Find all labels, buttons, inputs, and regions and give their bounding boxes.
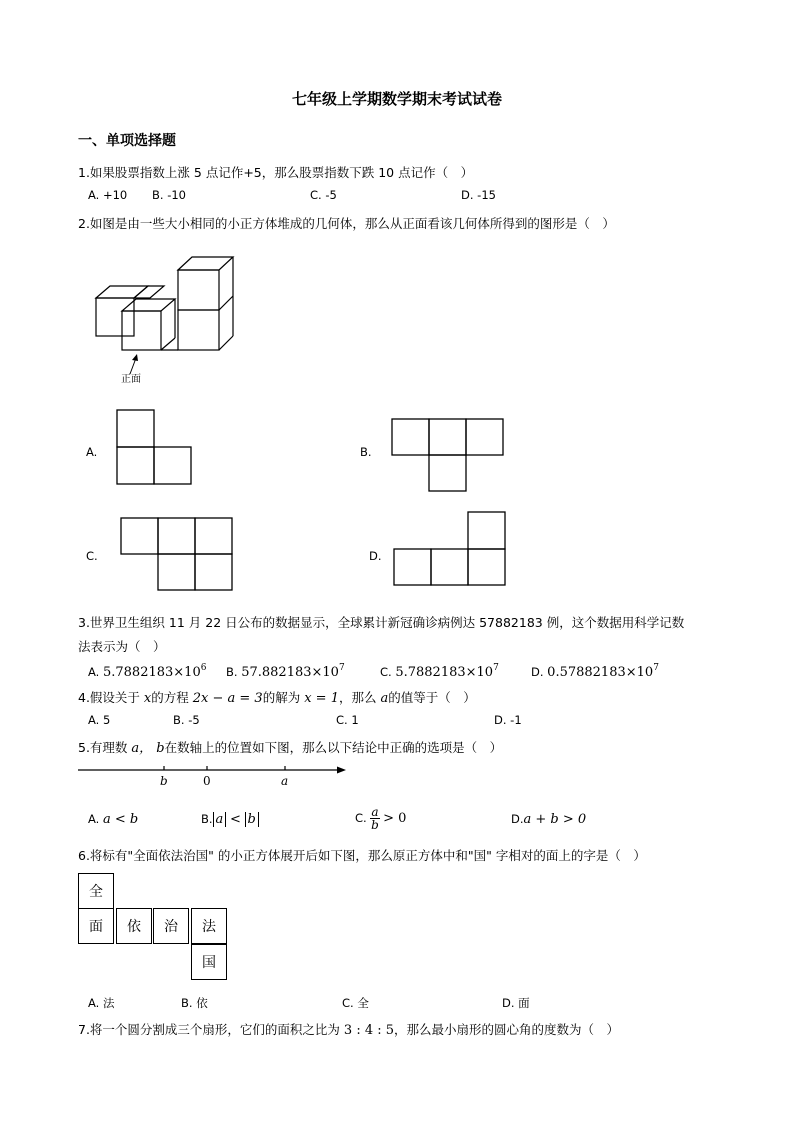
question-1-stem: 1.如果股票指数上涨 5 点记作+5，那么股票指数下跌 10 点记作（ ）: [78, 165, 474, 180]
q2-option-d-label[interactable]: D.: [369, 549, 382, 563]
net-cell-mian: 面: [78, 908, 114, 944]
q6-option-a[interactable]: A. 法: [88, 996, 115, 1010]
q5-option-c[interactable]: C. $\frac{a}{b}$ > 0: [355, 805, 407, 832]
q2-option-a-label[interactable]: A.: [86, 445, 98, 459]
q1-option-c[interactable]: C. -5: [310, 188, 337, 202]
number-line-label-zero: 0: [203, 774, 211, 788]
q4-option-a[interactable]: A. 5: [88, 713, 111, 727]
q4-option-d[interactable]: D. -1: [494, 713, 522, 727]
number-line-label-b: b: [160, 774, 168, 788]
q2-option-a-figure[interactable]: [116, 409, 192, 485]
net-cell-quan: 全: [78, 873, 114, 909]
fraction-a-over-b: $\frac{a}{b}$: [371, 805, 379, 832]
q6-option-b[interactable]: B. 依: [181, 996, 208, 1010]
q4-option-c[interactable]: C. 1: [336, 713, 359, 727]
q5-option-d[interactable]: D.a + b > 0: [511, 812, 587, 827]
number-line: [78, 762, 348, 792]
net-cell-yi: 依: [116, 908, 152, 944]
q6-option-d[interactable]: D. 面: [502, 996, 530, 1010]
question-7-stem: 7.将一个圆分割成三个扇形，它们的面积之比为 3 : 4 : 5，那么最小扇形的圆心角的度数为（ ）: [78, 1022, 620, 1038]
section-heading: 一、单项选择题: [78, 133, 176, 149]
q1-option-d[interactable]: D. -15: [461, 188, 496, 202]
q2-option-c-figure[interactable]: [120, 517, 233, 591]
net-cell-fa: 法: [191, 908, 227, 944]
question-6-stem: 6.将标有"全面依法治国" 的小正方体展开后如下图，那么原正方体中和"国" 字相对的面上的字是（ ）: [78, 848, 646, 863]
q1-option-b[interactable]: B. -10: [152, 188, 186, 202]
question-4-stem: 4.假设关于 x的方程 2x − a = 3的解为 x = 1，那么 a的值等于（ ）: [78, 690, 476, 706]
question-3-stem-line1: 3.世界卫生组织 11 月 22 日公布的数据显示，全球累计新冠确诊病例达 57882183 例，这个数据用科学记数: [78, 615, 685, 630]
q3-option-b[interactable]: B. $57.882183\times 10^7$: [226, 663, 345, 680]
q3-option-c[interactable]: C. $5.7882183\times 10^7$: [380, 663, 499, 680]
q6-option-c[interactable]: C. 全: [342, 996, 369, 1010]
q5-option-a[interactable]: A. a < b: [88, 812, 139, 827]
q3-option-d[interactable]: D. $0.57882183\times 10^7$: [531, 663, 659, 680]
question-5-stem: 5.有理数 a， b在数轴上的位置如下图，那么以下结论中正确的选项是（ ）: [78, 740, 503, 756]
q2-option-b-figure[interactable]: [391, 418, 504, 492]
question-2-stem: 2.如图是由一些大小相同的小正方体堆成的几何体，那么从正面看该几何体所得到的图形是（ ）: [78, 216, 615, 231]
q2-option-c-label[interactable]: C.: [86, 549, 98, 563]
question-3-stem-line2: 法表示为（ ）: [78, 639, 166, 654]
net-cell-zhi: 治: [153, 908, 189, 944]
page-title: 七年级上学期数学期末考试试卷: [291, 90, 502, 108]
q1-option-a[interactable]: A. +10: [88, 188, 128, 202]
q2-option-b-label[interactable]: B.: [360, 445, 372, 459]
net-cell-guo: 国: [191, 944, 227, 980]
front-label: 正面: [121, 374, 141, 385]
q3-option-a[interactable]: A. $5.7882183\times 10^6$: [88, 663, 207, 680]
q4-option-b[interactable]: B. -5: [173, 713, 200, 727]
cube-stack-figure: [90, 250, 240, 370]
q5-option-b[interactable]: B. a < b: [201, 812, 259, 827]
number-line-label-a: a: [281, 774, 289, 788]
q2-option-d-figure[interactable]: [393, 511, 506, 586]
